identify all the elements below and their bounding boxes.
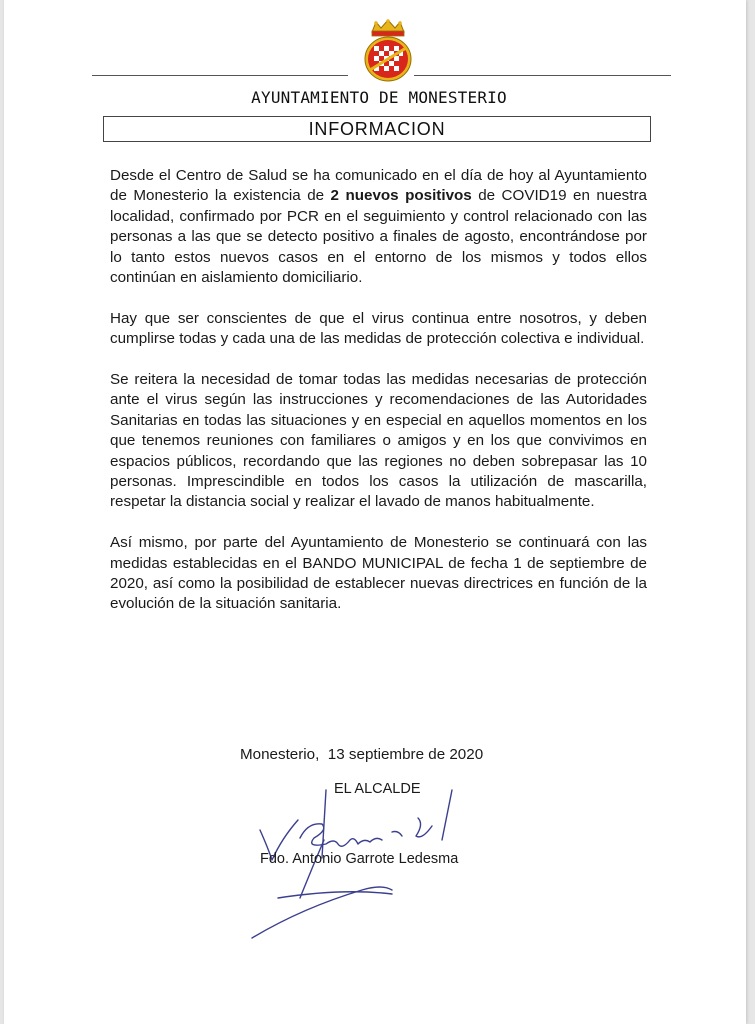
paragraph-4: Así mismo, por parte del Ayuntamiento de Monesterio se continuará con las medidas establecidas en el BANDO MUNICIPAL de fecha 1 de septiembre de 2020, así como la posibilidad de establecer nuevas directrices en función de la evolución de la situación sanitaria. [110,534,647,613]
notice-title-box [103,116,651,142]
notice-body [110,166,647,635]
document-page [4,0,746,1024]
signer-name: Fdo. Antonio Garrote Ledesma [260,851,459,867]
paragraph-1 [110,166,647,288]
organization-title: AYUNTAMIENTO DE MONESTERIO [251,88,507,107]
place-and-date: Monesterio, 13 septiembre de 2020 [240,746,484,763]
positives-highlight: 2 nuevos positivos [330,187,472,205]
header-rule-left [92,75,348,76]
paragraph-1-start: Desde el Centro de Salud se ha comunicado en el día de hoy al Ayuntamiento de Monesterio la existencia de [110,167,647,205]
municipal-crest-icon [358,18,418,82]
notice-title: INFORMACION [308,119,446,139]
paragraph-2: Hay que ser conscientes de que el virus continua entre nosotros, y deben cumplirse todas y cada una de las medidas de protección colectiva e individual. [110,309,647,348]
paragraph-1-end: de COVID19 en nuestra localidad, confirmado por PCR en el seguimiento y control relacionado con las personas a las que se detecto positivo a finales de agosto, encontrándose por lo tanto estos nuevos casos en el entorno de los mismos y todos ellos continúan en aislamiento domiciliario. [110,187,647,287]
header-rule-right [414,75,671,76]
paragraph-3: Se reitera la necesidad de tomar todas las medidas necesarias de protección ante el virus según las instrucciones y recomendaciones de las Autoridades Sanitarias en todas las situaciones y en especial en aquellos momentos en los que tenemos reuniones con familiares o amigos y en los que convivimos en espacios públicos, recordando que las regiones no deben sobrepasar las 10 personas. Imprescindible en todos los casos la utilización de mascarilla, respetar la distancia social y realizar el lavado de manos habitualmente. [110,371,647,511]
signer-role: EL ALCALDE [334,781,421,797]
